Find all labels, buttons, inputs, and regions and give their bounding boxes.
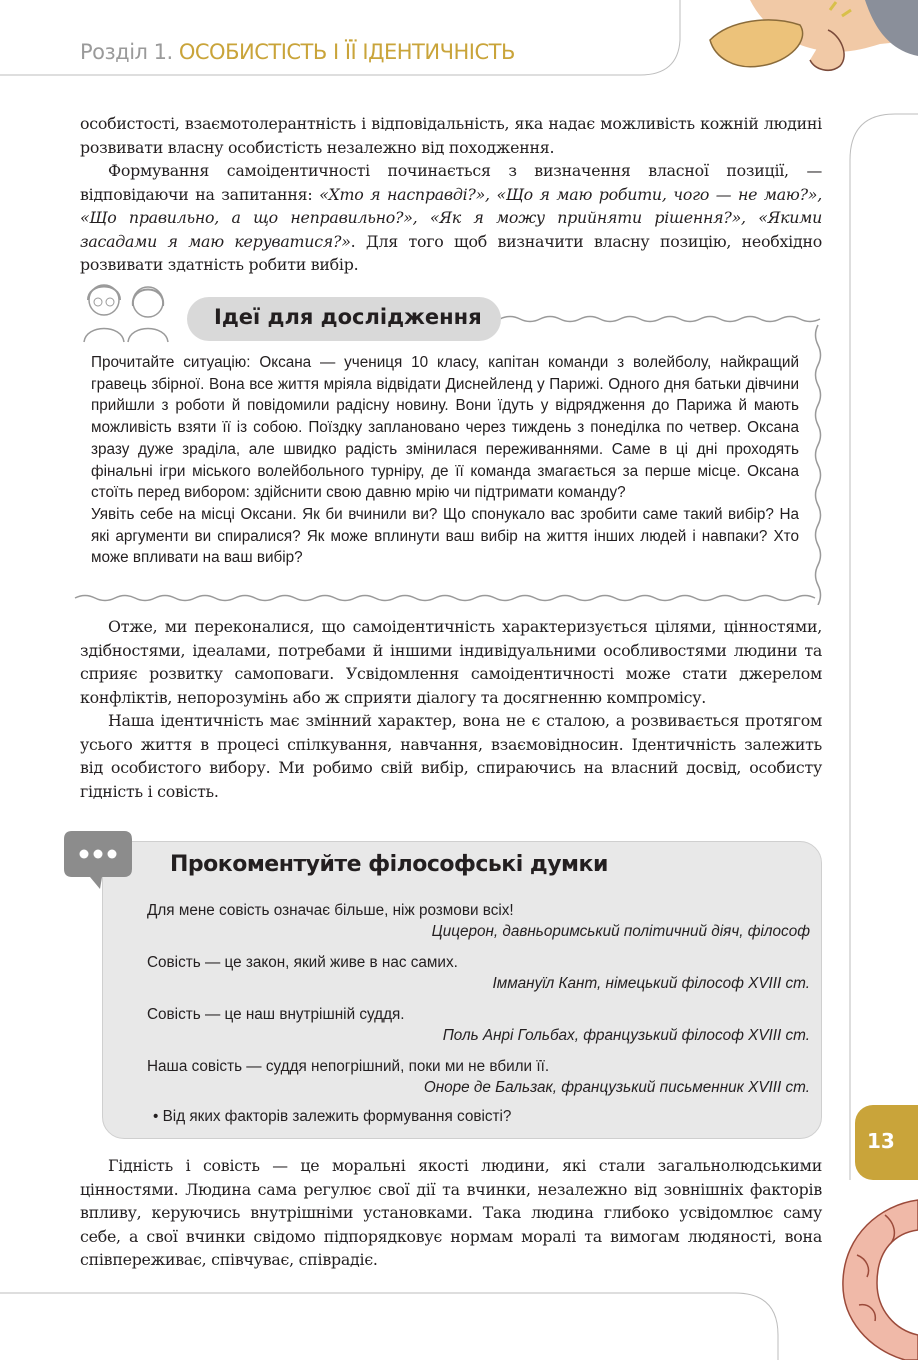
- ideas-title: Ідеї для дослідження: [214, 305, 482, 329]
- quote-list: [147, 900, 810, 1127]
- comment-title: Прокоментуйте філософські думки: [170, 852, 608, 877]
- ideas-title-pill: [187, 297, 501, 341]
- quote-author: Оноре де Бальзак, французький письменник XVIII ст.: [423, 1079, 810, 1096]
- text-run: . Для того щоб визначити власну позицію, необхідно розвивати здатність робити вибір.: [80, 231, 822, 274]
- quote-item: [147, 1004, 810, 1056]
- quote-author: Поль Анрі Гольбах, французький філософ XVIII ст.: [442, 1027, 810, 1044]
- hands-circle-illustration: [825, 1195, 918, 1360]
- questions-italic: «Хто я насправді?», «Що я маю робити, чого — не маю?», «Що правильно, а що неправильно?», «Як я можу прийняти рішення?», «Якими засадами я маю керуватися?»: [80, 184, 822, 251]
- quote-author: Іммануїл Кант, німецький філософ XVIII ст.: [492, 975, 810, 992]
- quote-author: Цицерон, давньоримський політичний діяч, філософ: [431, 923, 810, 940]
- page-number-tab: [855, 1105, 918, 1180]
- page-number: 13: [867, 1129, 895, 1153]
- running-header: [80, 40, 515, 64]
- quote-item: [147, 1056, 810, 1108]
- text-run: Формування самоідентичності починається з визначення власної позиції, — відповідаючи на запитання:: [80, 161, 822, 204]
- quote-text: Для мене совість означає більше, ніж розмови всіх!: [147, 902, 514, 919]
- paragraph: особистості, взаємотолерантність і відповідальність, яка надає можливість кожній людині розвивати власну особистість незалежно від походження.: [80, 114, 822, 157]
- closing-text: [80, 1154, 822, 1272]
- paragraph: Наша ідентичність має змінний характер, вона не є сталою, а розвивається протягом усього життя в процесі спілкування, навчання, взаємовідносин. Ідентичність залежить від особистого вибору. Ми робимо свій вибір, спираючись на власний досвід, особисту гідність і совість.: [80, 711, 822, 801]
- question-text: Від яких факторів залежить формування совісті?: [162, 1108, 512, 1125]
- quote-text: Совість — це закон, який живе в нас самих.: [147, 954, 458, 971]
- quote-item: [147, 900, 810, 952]
- section-label: Розділ 1.: [80, 40, 173, 64]
- quote-text: Совість — це наш внутрішній суддя.: [147, 1006, 405, 1023]
- quote-item: [147, 952, 810, 1004]
- discussion-question: [147, 1106, 810, 1127]
- paragraph: Прочитайте ситуацію: Оксана — учениця 10 класу, капітан команди з волейболу, найкращий гравець збірної. Вона все життя мріяла відвідати Диснейленд у Парижі. Одного дня батьки дівчини прийшли з роботи й повідомили радісну новину. Вони їдуть у відрядження до Парижа й мають можливість взяти її із собою. Поїздку заплановано через тиждень з понеділка по четвер. Оксана зразу дуже зраділа, але швидко радість змінилася переживаннями. Саме в ці дні проходять фінальні ігри міського волейбольного турніру, де її команда змагається за перше місце. Оксана стоїть перед вибором: здійснити свою давню мрію чи підтримати команду?: [91, 354, 799, 502]
- hands-illustration: [690, 0, 918, 78]
- chapter-title: ОСОБИСТІСТЬ І ЇЇ ІДЕНТИЧНІСТЬ: [178, 40, 515, 64]
- quote-text: Наша совість — суддя непогрішний, поки ми не вбили її.: [147, 1058, 550, 1075]
- speech-bubble-icon: [62, 829, 134, 891]
- paragraph: Отже, ми переконалися, що самоідентичність характеризується цілями, цінностями, здібностями, ідеалами, потребами й іншими індивідуальними особливостями людини та сприяє розвитку самоповаги. Усвідомлення самоідентичності може стати джерелом конфліктів, непорозумінь або ж сприяти діалогу та досягненню компромісу.: [80, 617, 822, 707]
- bullet-icon: •: [153, 1108, 163, 1125]
- intro-text: [80, 112, 822, 277]
- paragraph: [80, 159, 822, 277]
- paragraph: Гідність і совість — це моральні якості людини, які стали загальнолюдськими цінностями. Людина сама регулює свої дії та вчинки, незалежно від зовнішніх факторів впливу, керуючись внутрішніми установками. Така людина глибоко усвідомлює саму себе, а свої вчинки свідомо підпорядковує нормам моралі та вимогам людяності, вона співпереживає, співчуває, співрадіє.: [80, 1156, 822, 1269]
- paragraph: Уявіть себе на місці Оксани. Як би вчинили ви? Що спонукало вас зробити саме такий вибір? На які аргументи ви спиралися? Як може вплинути ваш вибір на життя інших людей і навпаки? Хто може впливати на ваш вибір?: [91, 505, 799, 567]
- body-text: [80, 615, 822, 803]
- ideas-text: [91, 352, 799, 569]
